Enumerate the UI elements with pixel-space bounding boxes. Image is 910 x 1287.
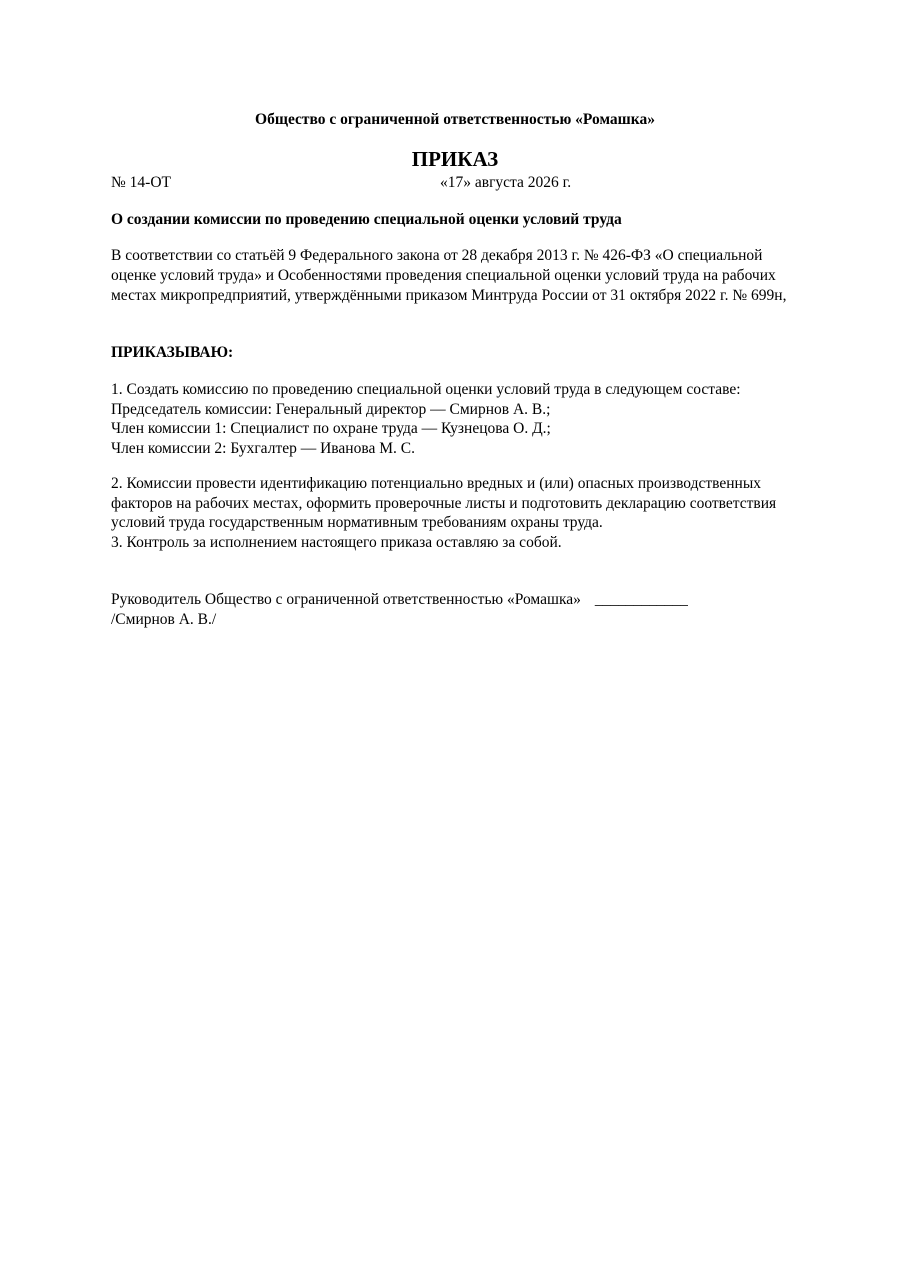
signature-line: ____________ (594, 591, 688, 608)
order-items-2-3 (111, 474, 801, 552)
order-subject: О создании комиссии по проведению специальной оценки условий труда (111, 211, 622, 228)
order-number: № 14-ОТ (111, 174, 171, 191)
commission-member-chair: Председатель комиссии: Генеральный директор — Смирнов А. В.; (111, 400, 551, 418)
order-preamble: В соответствии со статьёй 9 Федерального закона от 28 декабря 2013 г. № 426-ФЗ «О специальной оценке условий труда» и Особенностями проведения специальной оценки условий труда на рабочих местах микропредприятий, утверждёнными приказом Минтруда России от 31 октября 2022 г. № 699н, (111, 247, 787, 304)
signature-name: /Смирнов А. В./ (111, 610, 217, 628)
order-item-3: 3. Контроль за исполнением настоящего приказа оставляю за собой. (111, 533, 562, 551)
commission-member-1: Член комиссии 1: Специалист по охране труда — Кузнецова О. Д.; (111, 420, 551, 437)
order-item-2: 2. Комиссии провести идентификацию потенциально вредных и (или) опасных производственных факторов на рабочих местах, оформить проверочные листы и подготовить декларацию соответствия условий труда государственным нормативным требованиям охраны труда. (111, 475, 777, 531)
signature-block (111, 590, 811, 629)
order-directive-word: ПРИКАЗЫВАЮ: (111, 344, 234, 361)
order-item-1 (111, 380, 811, 458)
item-1-intro: 1. Создать комиссию по проведению специальной оценки условий труда в следующем составе: (111, 381, 741, 398)
signature-role: Руководитель Общество с ограниченной ответственностью «Ромашка» (111, 591, 581, 608)
commission-member-2: Член комиссии 2: Бухгалтер — Иванова М. С. (111, 439, 415, 457)
document-title: ПРИКАЗ (411, 147, 499, 171)
order-date: «17» августа 2026 г. (440, 174, 572, 191)
organization-name: Общество с ограниченной ответственностью «Ромашка» (255, 111, 655, 128)
